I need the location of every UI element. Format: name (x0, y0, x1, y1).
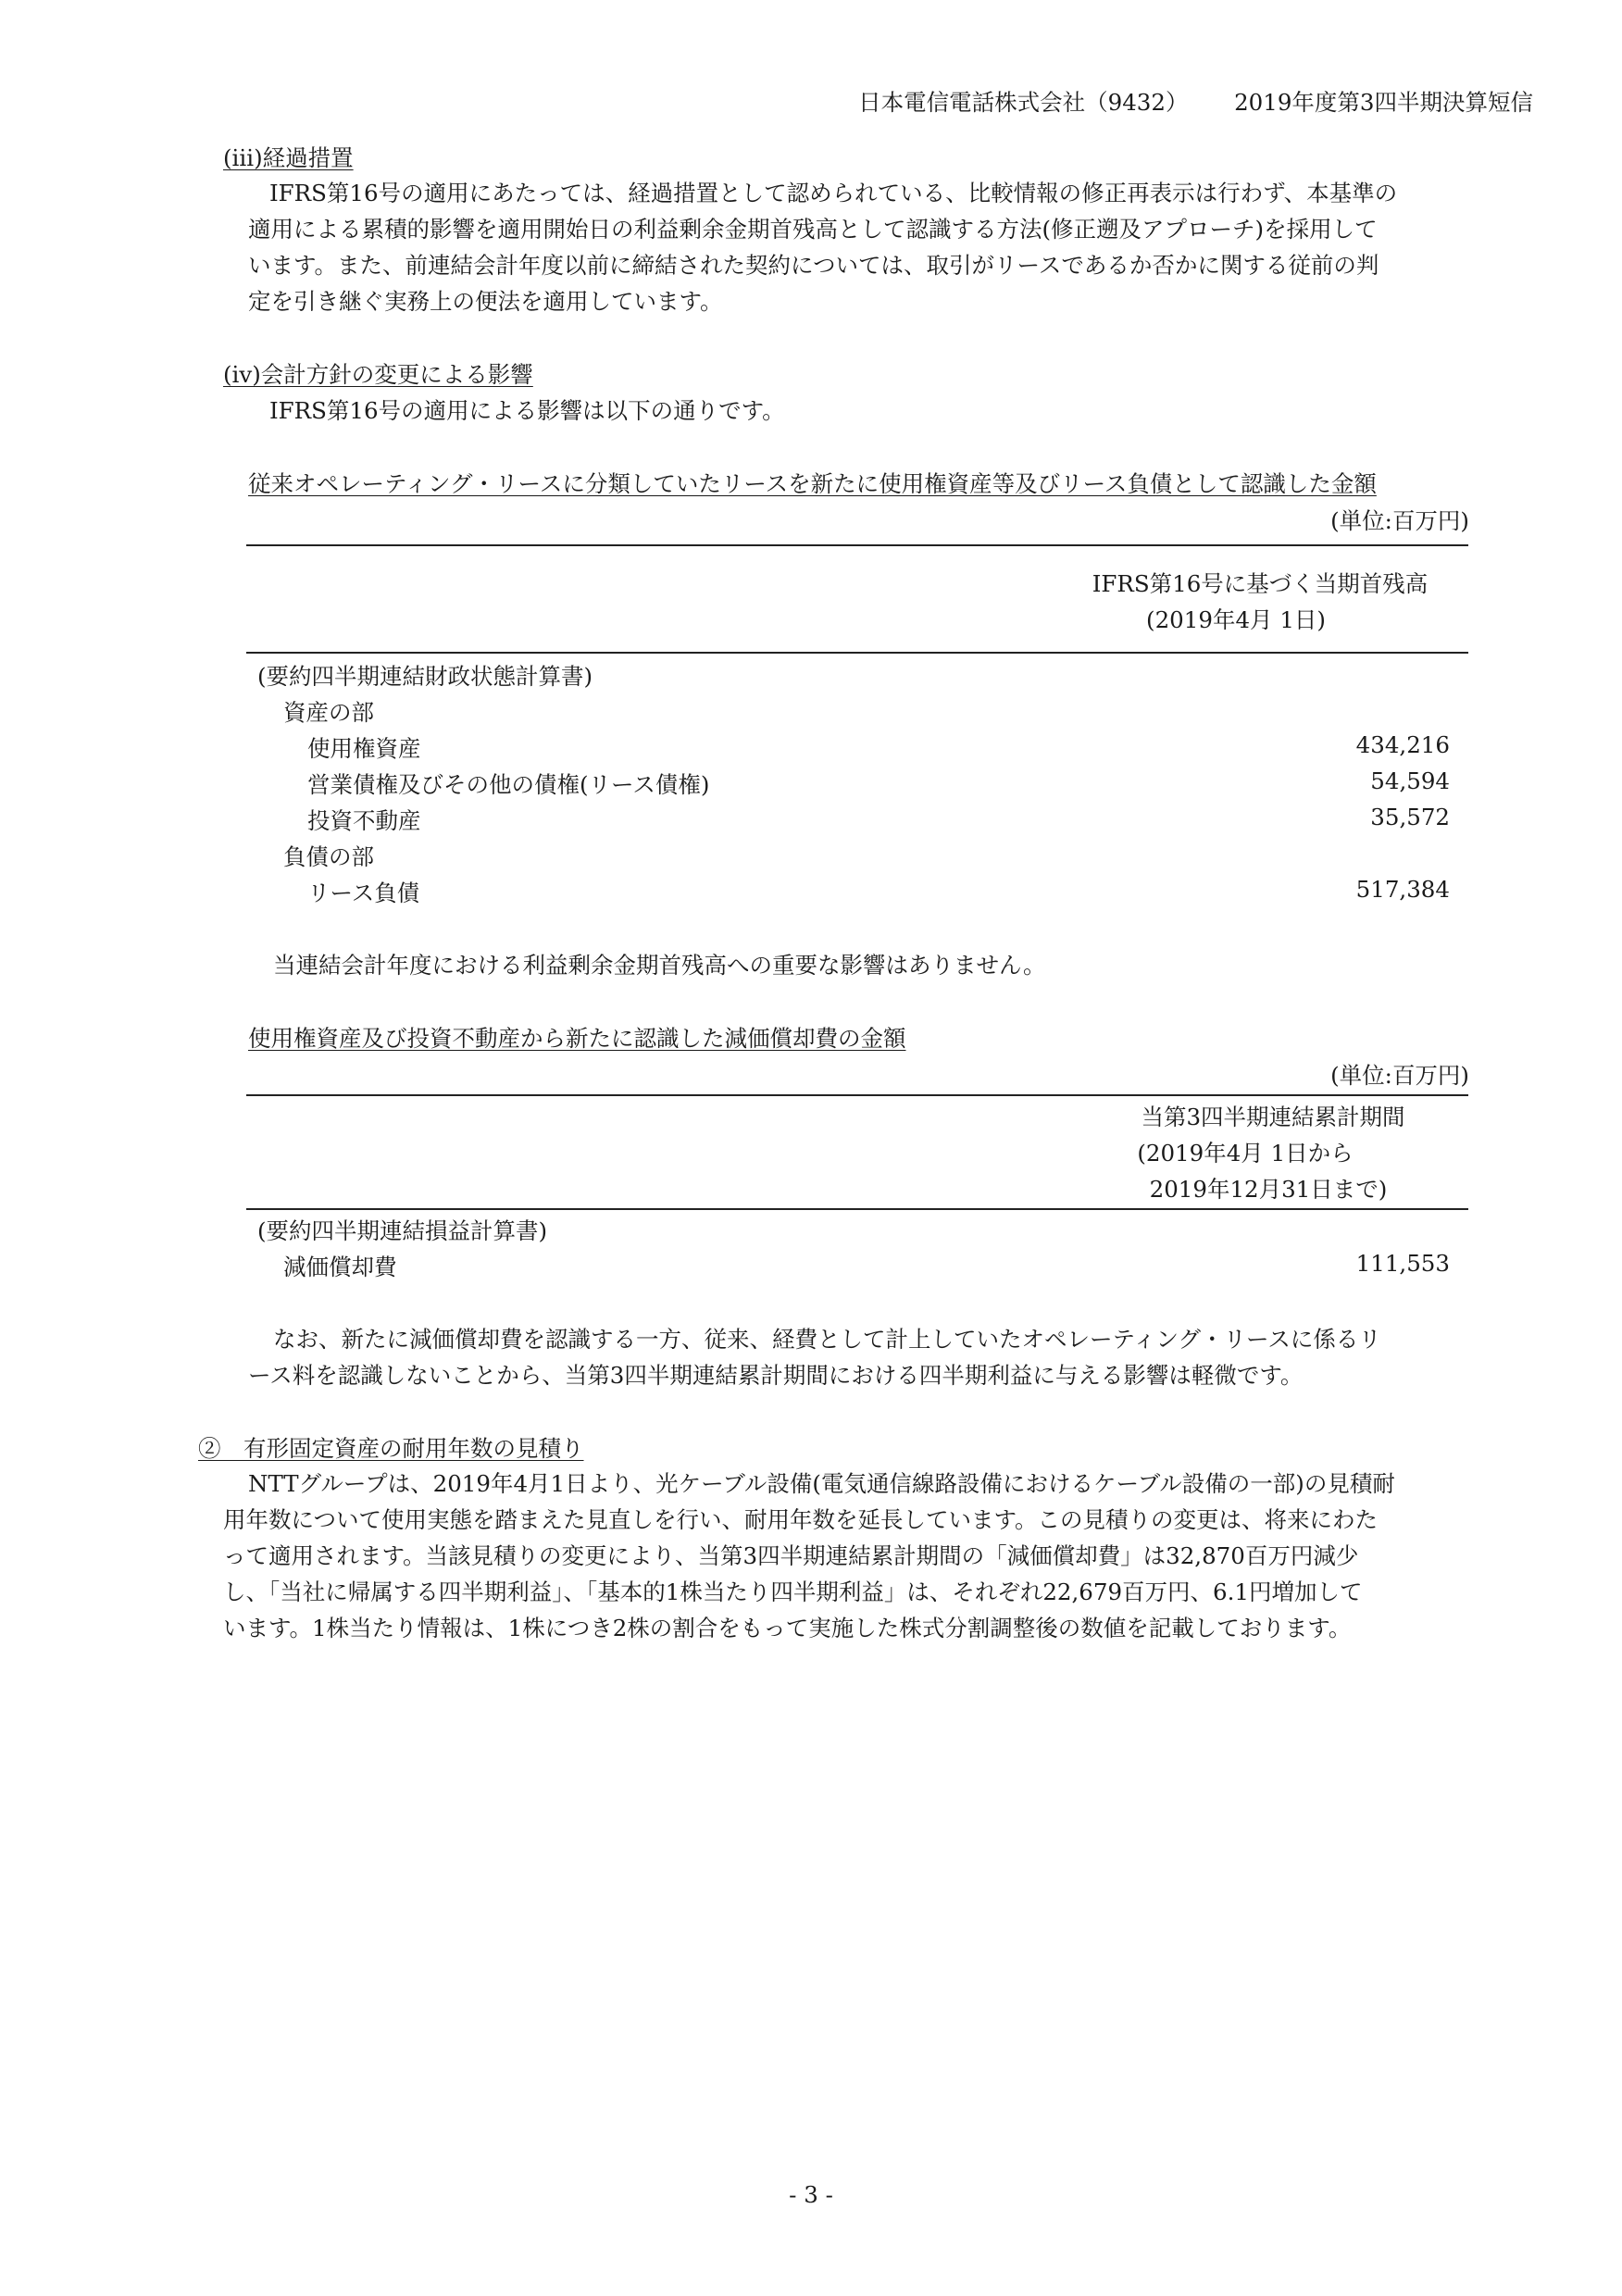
table1-row-value: 54,594 (1370, 767, 1450, 794)
section-iii-line-2: 適用による累積的影響を適用開始日の利益剰余金期首残高として認識する方法(修正遡及アプローチ)を採用して (248, 216, 1378, 243)
page-header (858, 85, 1533, 118)
section-iii-line-3: います。また、前連結会計年度以前に締結された契約については、取引がリースであるか否かに関する従前の判 (248, 252, 1379, 279)
table2-row-value: 111,553 (1355, 1250, 1450, 1277)
table2-note-line-1: なお、新たに減価償却費を認識する一方、従来、経費として計上していたオペレーティング・リースに係るリ (273, 1326, 1381, 1353)
table2-unit: (単位:百万円) (1330, 1062, 1469, 1089)
table1-caption: 従来オペレーティング・リースに分類していたリースを新たに使用権資産等及びリース負債として認識した金額 (248, 470, 1377, 497)
table1-row-label: リース負債 (307, 880, 420, 906)
section2-line-5: います。1株当たり情報は、1株につき2株の割合をもって実施した株式分割調整後の数値を記載しております。 (223, 1615, 1352, 1641)
table2-header-rule (246, 1208, 1468, 1210)
table1-statement: (要約四半期連結財政状態計算書) (257, 663, 593, 690)
section2-line-3: って適用されます。当該見積りの変更により、当第3四半期連結累計期間の「減価償却費」は32,870百万円減少 (223, 1542, 1359, 1569)
page-number: - 3 - (789, 2181, 833, 2208)
table2-caption: 使用権資産及び投資不動産から新たに認識した減価償却費の金額 (248, 1025, 906, 1052)
table2-column-header-1: 当第3四半期連結累計期間 (1141, 1104, 1405, 1130)
table1-note: 当連結会計年度における利益剰余金期首残高への重要な影響はありません。 (273, 952, 1046, 979)
section-iii-line-1: IFRS第16号の適用にあたっては、経過措置として認められている、比較情報の修正再表示は行わず、本基準の (269, 180, 1398, 206)
section-iii-line-4: 定を引き継ぐ実務上の便法を適用しています。 (248, 288, 723, 315)
table2-row-label: 減価償却費 (283, 1254, 397, 1280)
table1-row-label: 負債の部 (283, 843, 374, 870)
table1-column-header-1: IFRS第16号に基づく当期首残高 (1092, 570, 1429, 597)
section-iii-title: (iii)経過措置 (223, 144, 354, 171)
table2-column-header-2: (2019年4月 1日から (1137, 1140, 1354, 1167)
table1-row-label: 資産の部 (283, 699, 374, 726)
table1-row-label: 投資不動産 (307, 807, 421, 834)
table1-row-value: 434,216 (1355, 731, 1450, 758)
table1-row-label: 営業債権及びその他の債権(リース債権) (307, 771, 710, 798)
header-report: 2019年度第3四半期決算短信 (1234, 89, 1533, 116)
section2-title: ② 有形固定資産の耐用年数の見積り (198, 1435, 584, 1462)
table1-row-value: 517,384 (1355, 876, 1450, 903)
table1-unit: (単位:百万円) (1330, 507, 1469, 534)
header-company: 日本電信電話株式会社（9432） (858, 89, 1189, 116)
table1-row-value: 35,572 (1370, 804, 1450, 830)
section2-line-4: し、「当社に帰属する四半期利益」、「基本的1株当たり四半期利益」は、それぞれ22,679百万円、6.1円増加して (223, 1578, 1363, 1605)
table2-top-rule (246, 1094, 1468, 1096)
table2-note-line-2: ース料を認識しないことから、当第3四半期連結累計期間における四半期利益に与える影響は軽微です。 (248, 1362, 1304, 1389)
section2-line-2: 用年数について使用実態を踏まえた見直しを行い、耐用年数を延長しています。この見積りの変更は、将来にわた (223, 1506, 1379, 1533)
table2-column-header-3: 2019年12月31日まで) (1149, 1176, 1388, 1203)
section-iv-intro: IFRS第16号の適用による影響は以下の通りです。 (269, 397, 785, 424)
section2-line-1: NTTグループは、2019年4月1日より、光ケーブル設備(電気通信線路設備におけるケーブル設備の一部)の見積耐 (248, 1470, 1395, 1497)
table1-top-rule (246, 544, 1468, 546)
section-iv-title: (iv)会計方針の変更による影響 (223, 361, 533, 388)
table1-row-label: 使用権資産 (307, 735, 421, 762)
table1-header-rule (246, 652, 1468, 654)
table1-column-header-2: (2019年4月 1日) (1146, 606, 1326, 633)
table2-statement: (要約四半期連結損益計算書) (257, 1217, 548, 1244)
